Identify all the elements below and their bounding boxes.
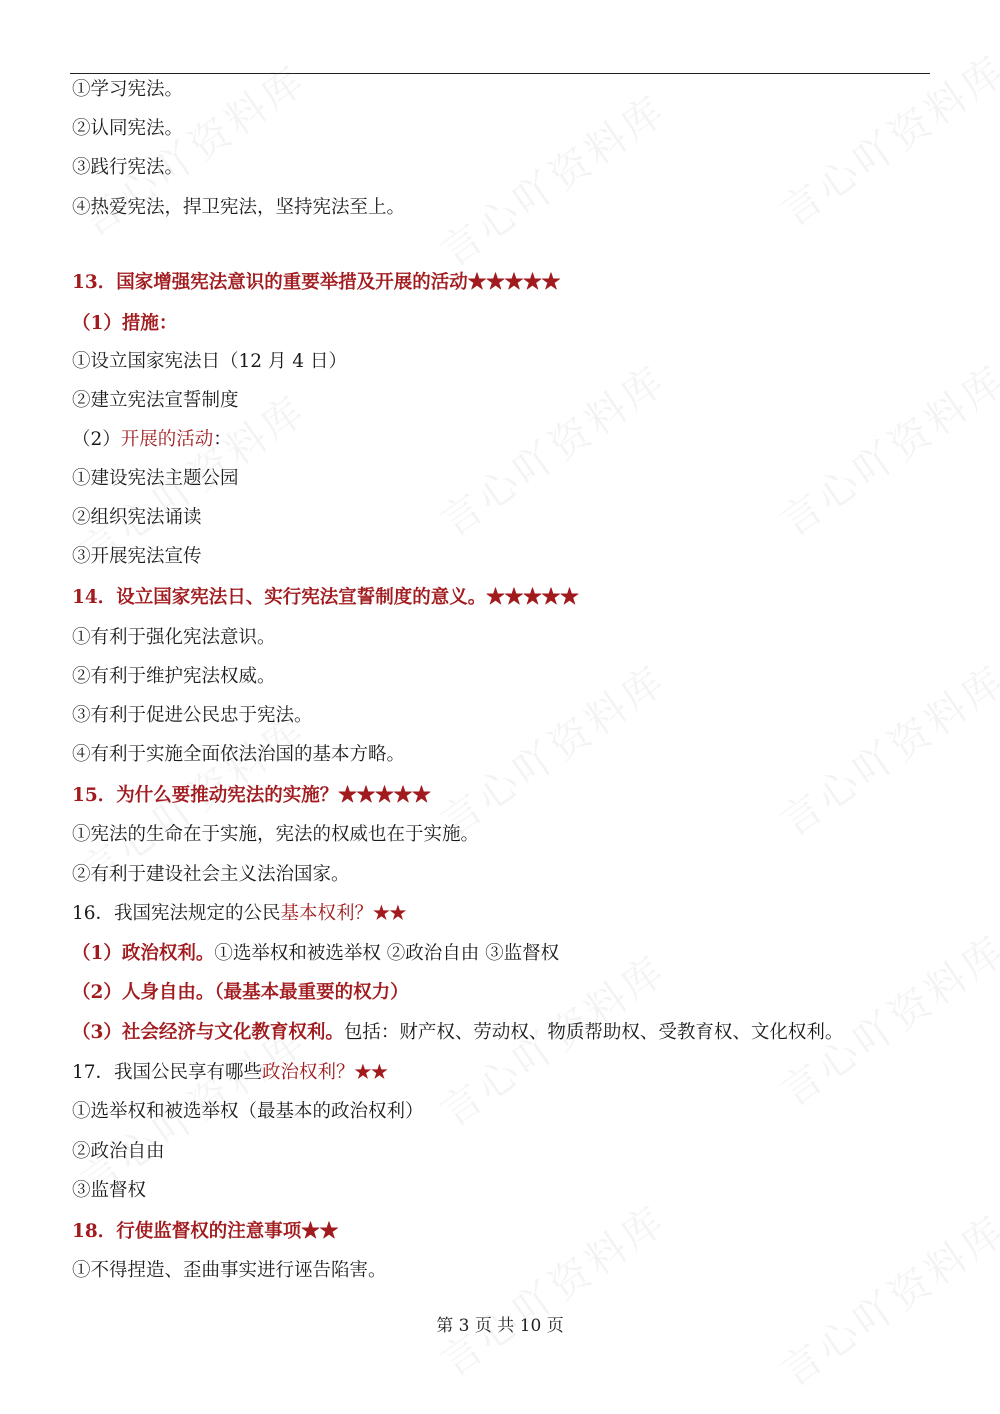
list-item: ①选举权和被选举权（最基本的政治权利） [72, 1101, 424, 1122]
list-item: ③监督权 [72, 1180, 147, 1201]
question-title: 15．为什么要推动宪法的实施？ [72, 785, 339, 806]
list-item: ②有利于维护宪法权威。 [72, 666, 276, 687]
header-rule [70, 73, 930, 74]
right-detail: 包括：财产权、劳动权、物质帮助权、受教育权、文化权利。 [343, 1022, 844, 1043]
list-item: ①设立国家宪法日（12 月 4 日） [72, 351, 347, 372]
subheading-colon: ： [213, 429, 232, 450]
list-item: ①建设宪法主题公园 [72, 468, 239, 489]
subheading-activities [72, 428, 232, 452]
rating-stars: ★★ [354, 1062, 388, 1083]
right-label: （2）人身自由。 [72, 982, 215, 1003]
list-item: ③践行宪法。 [72, 157, 184, 178]
watermark [428, 349, 677, 547]
list-item: ③有利于促进公民忠于宪法。 [72, 705, 313, 726]
page-number-footer: 第 3 页 共 10 页 [436, 1316, 564, 1336]
subheading-measures: （1）措施： [72, 313, 178, 334]
right-detail: （最基本最重要的权力） [214, 982, 409, 1003]
watermark [768, 39, 1000, 237]
subheading-number: （2） [72, 429, 121, 450]
list-item: ②有利于建设社会主义法治国家。 [72, 864, 350, 885]
rating-stars: ★★ [373, 903, 407, 924]
question-heading-16 [72, 902, 406, 926]
question-title: 16．我国宪法规定的公民 [72, 903, 281, 924]
question-heading-14 [72, 586, 579, 610]
watermark [428, 1189, 677, 1387]
list-item: ②组织宪法诵读 [72, 507, 202, 528]
right-label: （1）政治权利。 [72, 943, 215, 964]
watermark [428, 79, 677, 277]
question-heading-18 [72, 1220, 338, 1244]
question-title: 13．国家增强宪法意识的重要举措及开展的活动 [72, 272, 468, 293]
question-title: 18．行使监督权的注意事项 [72, 1221, 302, 1242]
list-item: ②政治自由 [72, 1141, 165, 1162]
rating-stars: ★★ [301, 1221, 339, 1242]
list-item: ①宪法的生命在于实施，宪法的权威也在于实施。 [72, 824, 480, 845]
list-item: ④有利于实施全面依法治国的基本方略。 [72, 744, 406, 765]
watermark [428, 649, 677, 847]
right-socioeconomic [72, 1021, 843, 1045]
list-item: ②建立宪法宣誓制度 [72, 390, 239, 411]
list-item: ①学习宪法。 [72, 79, 184, 100]
watermark [768, 919, 1000, 1117]
question-title-highlight: 政治权利？ [262, 1062, 355, 1083]
list-item: ①不得捏造、歪曲事实进行诬告陷害。 [72, 1260, 387, 1281]
question-title: 17．我国公民享有哪些 [72, 1062, 263, 1083]
question-heading-13 [72, 271, 560, 295]
rating-stars: ★★★★★ [467, 272, 561, 293]
list-item: ①有利于强化宪法意识。 [72, 627, 276, 648]
right-label: （3）社会经济与文化教育权利。 [72, 1022, 344, 1043]
list-item: ④热爱宪法，捍卫宪法，坚持宪法至上。 [72, 197, 406, 218]
right-detail: ①选举权和被选举权 ②政治自由 ③监督权 [214, 943, 560, 964]
subheading-label: 开展的活动 [120, 429, 214, 450]
rating-stars: ★★★★★ [338, 785, 431, 806]
right-personal [72, 981, 409, 1005]
question-title: 14．设立国家宪法日、实行宪法宣誓制度的意义。 [72, 587, 487, 608]
rating-stars: ★★★★★ [486, 587, 579, 608]
list-item: ②认同宪法。 [72, 118, 184, 139]
list-item: ③开展宪法宣传 [72, 546, 202, 567]
watermark [768, 349, 1000, 547]
watermark [768, 1199, 1000, 1397]
right-political [72, 942, 559, 966]
question-heading-15 [72, 784, 431, 808]
question-title-highlight: 基本权利？ [280, 903, 374, 924]
watermark [768, 649, 1000, 847]
question-heading-17 [72, 1061, 388, 1085]
